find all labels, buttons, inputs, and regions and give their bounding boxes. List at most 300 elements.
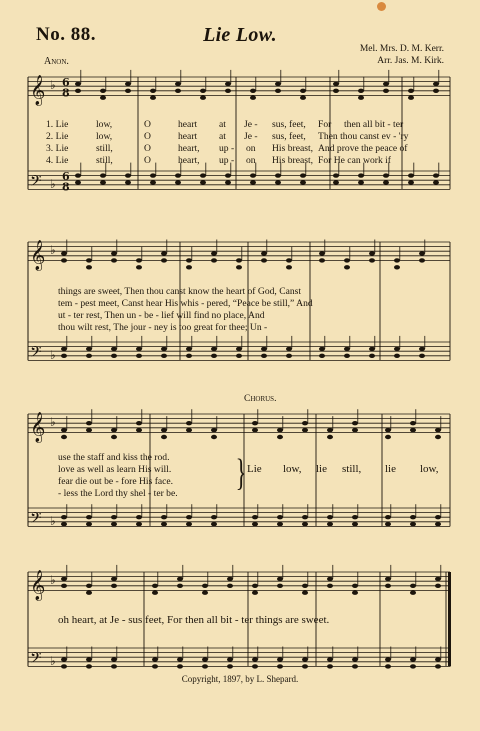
notehead — [286, 354, 292, 358]
notehead — [86, 354, 92, 358]
notehead — [111, 435, 117, 439]
lyric-word: Then thou canst ev - 'ry — [318, 131, 409, 142]
flat-sign-icon: ♭ — [50, 176, 56, 191]
lyric-word: heart — [178, 119, 198, 130]
notehead — [136, 515, 142, 519]
notehead — [433, 89, 439, 93]
notehead — [319, 347, 325, 351]
notehead — [211, 347, 217, 351]
lyric-word: sus, feet, — [272, 119, 306, 130]
notehead — [200, 89, 206, 93]
notehead — [186, 258, 192, 262]
notehead — [75, 180, 81, 184]
notehead — [286, 265, 292, 269]
notehead — [277, 664, 283, 668]
notehead — [86, 657, 92, 661]
notehead — [410, 421, 416, 425]
notehead — [177, 584, 183, 588]
notehead — [61, 522, 67, 526]
notehead — [186, 515, 192, 519]
notehead — [100, 180, 106, 184]
notehead — [61, 251, 67, 255]
lyric-word: Je - — [244, 119, 258, 130]
flat-sign-icon: ♭ — [50, 415, 56, 430]
lyric-word: at — [219, 131, 226, 142]
treble-clef-icon: 𝄞 — [30, 570, 46, 601]
lyric-word: O — [144, 131, 151, 142]
lyric-word: then all bit - ter — [344, 119, 404, 130]
lyric-word: O — [144, 119, 151, 130]
notehead — [383, 89, 389, 93]
notehead — [61, 347, 67, 351]
notehead — [150, 89, 156, 93]
notehead — [86, 515, 92, 519]
lyric-word: up - — [219, 155, 235, 166]
notehead — [125, 180, 131, 184]
notehead — [327, 577, 333, 581]
notehead — [211, 428, 217, 432]
notehead — [61, 354, 67, 358]
notehead — [352, 591, 358, 595]
notehead — [252, 591, 258, 595]
notehead — [333, 173, 339, 177]
notehead — [161, 258, 167, 262]
notehead — [433, 82, 439, 86]
notehead — [277, 584, 283, 588]
verse-3-line-2: ut - ter rest, Then un - be - lief will find no place, And — [58, 310, 265, 321]
chorus-line-final: oh heart, at Je - sus feet, For then all bit - ter things are sweet. — [58, 614, 330, 626]
notehead — [186, 522, 192, 526]
lyric-word: 2. Lie — [46, 131, 69, 142]
notehead — [383, 82, 389, 86]
notehead — [277, 428, 283, 432]
notehead — [136, 421, 142, 425]
notehead — [358, 173, 364, 177]
notehead — [250, 180, 256, 184]
notehead — [369, 347, 375, 351]
melody-credit: Mel. Mrs. D. M. Kerr. — [359, 44, 444, 54]
notehead — [152, 584, 158, 588]
notehead — [261, 347, 267, 351]
notehead — [435, 435, 441, 439]
verse-3-line-3: fear die out be - fore His face. — [58, 476, 174, 487]
notehead — [369, 251, 375, 255]
notehead — [175, 180, 181, 184]
hymn-number: No. 88. — [36, 24, 96, 45]
notehead — [86, 347, 92, 351]
lyric-word: 4. Lie — [46, 155, 69, 166]
notehead — [302, 428, 308, 432]
notehead — [125, 82, 131, 86]
lyric-word: 3. Lie — [46, 143, 69, 154]
notehead — [86, 428, 92, 432]
notehead — [319, 251, 325, 255]
notehead — [211, 515, 217, 519]
lyric-word: sus, feet, — [272, 131, 306, 142]
notehead — [261, 251, 267, 255]
treble-clef-icon: 𝄞 — [30, 240, 46, 271]
notehead — [385, 435, 391, 439]
notehead — [186, 347, 192, 351]
final-bar-thick — [448, 572, 451, 666]
notehead — [327, 515, 333, 519]
notehead — [200, 180, 206, 184]
notehead — [136, 522, 142, 526]
notehead — [300, 173, 306, 177]
notehead — [261, 354, 267, 358]
verse-1-line-3: use the staff and kiss the rod. — [58, 452, 170, 463]
notehead — [435, 515, 441, 519]
notehead — [275, 82, 281, 86]
notehead — [227, 664, 233, 668]
notehead — [152, 664, 158, 668]
flat-sign-icon: ♭ — [50, 573, 56, 588]
notehead — [211, 251, 217, 255]
chorus-word: low, — [283, 463, 302, 475]
notehead — [161, 522, 167, 526]
notehead — [111, 354, 117, 358]
notehead — [236, 354, 242, 358]
notehead — [227, 657, 233, 661]
notehead — [435, 522, 441, 526]
notehead — [358, 96, 364, 100]
notehead — [252, 664, 258, 668]
notehead — [86, 522, 92, 526]
lyric-word: 1. Lie — [46, 119, 69, 130]
notehead — [175, 82, 181, 86]
notehead — [111, 347, 117, 351]
notehead — [61, 584, 67, 588]
lyric-word: still, — [96, 143, 113, 154]
lyric-word: For He can work if — [318, 155, 391, 166]
notehead — [327, 664, 333, 668]
notehead — [394, 265, 400, 269]
notehead — [150, 173, 156, 177]
notehead — [419, 251, 425, 255]
notehead — [202, 591, 208, 595]
notehead — [86, 591, 92, 595]
notehead — [344, 265, 350, 269]
lyric-word: heart, — [178, 155, 200, 166]
notehead — [383, 180, 389, 184]
notehead — [410, 591, 416, 595]
lyric-word: His breast, — [272, 143, 314, 154]
notehead — [435, 577, 441, 581]
chorus-word: lie — [316, 463, 327, 475]
notehead — [111, 258, 117, 262]
notehead — [186, 265, 192, 269]
chorus-word: still, — [342, 463, 362, 475]
flat-sign-icon: ♭ — [50, 347, 56, 362]
notehead — [275, 180, 281, 184]
notehead — [152, 657, 158, 661]
notehead — [286, 347, 292, 351]
notehead — [302, 591, 308, 595]
notehead — [250, 89, 256, 93]
notehead — [302, 657, 308, 661]
notehead — [211, 522, 217, 526]
notehead — [408, 173, 414, 177]
notehead — [86, 421, 92, 425]
notehead — [385, 664, 391, 668]
notehead — [319, 258, 325, 262]
notehead — [352, 428, 358, 432]
bass-clef-icon: 𝄢 — [30, 509, 42, 531]
notehead — [161, 435, 167, 439]
notehead — [261, 258, 267, 262]
lyric-word: And prove the peace of — [318, 143, 408, 154]
notehead — [136, 347, 142, 351]
notehead — [202, 664, 208, 668]
notehead — [61, 515, 67, 519]
notehead — [327, 428, 333, 432]
notehead — [410, 664, 416, 668]
notehead — [152, 591, 158, 595]
notehead — [433, 173, 439, 177]
notehead — [161, 251, 167, 255]
notehead — [419, 258, 425, 262]
notehead — [333, 180, 339, 184]
notehead — [302, 664, 308, 668]
notehead — [211, 354, 217, 358]
lyric-word: Je - — [244, 131, 258, 142]
notehead — [186, 421, 192, 425]
notehead — [358, 89, 364, 93]
notehead — [277, 522, 283, 526]
notehead — [302, 522, 308, 526]
bass-clef-icon: 𝄢 — [30, 649, 42, 671]
notehead — [236, 347, 242, 351]
notehead — [100, 89, 106, 93]
lyric-word: still, — [96, 155, 113, 166]
notehead — [300, 89, 306, 93]
notehead — [352, 664, 358, 668]
notehead — [435, 664, 441, 668]
notehead — [352, 522, 358, 526]
lyric-word: up - — [219, 143, 235, 154]
lyric-word: on — [246, 143, 256, 154]
notehead — [252, 421, 258, 425]
notehead — [161, 428, 167, 432]
time-signature-top: 6 — [62, 170, 70, 184]
notehead — [277, 577, 283, 581]
notehead — [333, 82, 339, 86]
notehead — [277, 657, 283, 661]
notehead — [100, 173, 106, 177]
notehead — [111, 657, 117, 661]
chorus-word: Lie — [247, 463, 262, 475]
notehead — [408, 89, 414, 93]
notehead — [410, 657, 416, 661]
notehead — [250, 173, 256, 177]
time-signature-bottom: 8 — [62, 86, 70, 100]
notehead — [211, 258, 217, 262]
notehead — [344, 258, 350, 262]
notehead — [150, 180, 156, 184]
notehead — [236, 258, 242, 262]
notehead — [385, 428, 391, 432]
notehead — [352, 584, 358, 588]
notehead — [394, 354, 400, 358]
copyright-notice: Copyright, 1897, by L. Shepard. — [181, 674, 299, 684]
notehead — [236, 265, 242, 269]
notehead — [344, 347, 350, 351]
lyric-word: heart, — [178, 143, 200, 154]
notehead — [352, 657, 358, 661]
notehead — [202, 584, 208, 588]
author-credit: Anon. — [44, 56, 69, 67]
lyric-word: O — [144, 155, 151, 166]
notehead — [327, 435, 333, 439]
notehead — [177, 657, 183, 661]
verse-4-line-3: - less the Lord thy shel - ter be. — [58, 488, 178, 499]
notehead — [410, 584, 416, 588]
notehead — [302, 421, 308, 425]
notehead — [111, 428, 117, 432]
notehead — [300, 96, 306, 100]
notehead — [225, 89, 231, 93]
notehead — [385, 515, 391, 519]
verse-4-line-2: thou wilt rest, The jour - ney is too great for thee; Un - — [58, 322, 268, 333]
notehead — [419, 354, 425, 358]
notehead — [252, 522, 258, 526]
notehead — [369, 354, 375, 358]
notehead — [385, 577, 391, 581]
notehead — [275, 173, 281, 177]
bass-clef-icon: 𝄢 — [30, 343, 42, 365]
notehead — [161, 515, 167, 519]
notehead — [408, 180, 414, 184]
bass-clef-icon: 𝄢 — [30, 172, 42, 194]
notehead — [136, 258, 142, 262]
notehead — [300, 180, 306, 184]
notehead — [111, 515, 117, 519]
time-signature-bottom: 8 — [62, 180, 70, 194]
chorus-label: Chorus. — [244, 394, 277, 404]
notehead — [358, 180, 364, 184]
notehead — [435, 428, 441, 432]
notehead — [175, 173, 181, 177]
notehead — [277, 515, 283, 519]
notehead — [385, 657, 391, 661]
notehead — [252, 428, 258, 432]
notehead — [225, 180, 231, 184]
notehead — [286, 258, 292, 262]
notehead — [394, 347, 400, 351]
notehead — [227, 584, 233, 588]
notehead — [61, 435, 67, 439]
notehead — [177, 664, 183, 668]
notehead — [86, 584, 92, 588]
notehead — [75, 173, 81, 177]
notehead — [177, 577, 183, 581]
notehead — [161, 354, 167, 358]
verse-1-line-2: things are sweet, Then thou canst know the heart of God, Canst — [58, 286, 302, 297]
notehead — [383, 173, 389, 177]
notehead — [252, 584, 258, 588]
notehead — [111, 251, 117, 255]
notehead — [435, 584, 441, 588]
flat-sign-icon: ♭ — [50, 78, 56, 93]
notehead — [136, 428, 142, 432]
notehead — [111, 577, 117, 581]
notehead — [136, 354, 142, 358]
notehead — [433, 180, 439, 184]
notehead — [327, 522, 333, 526]
notehead — [410, 522, 416, 526]
notehead — [61, 577, 67, 581]
notehead — [352, 421, 358, 425]
notehead — [61, 657, 67, 661]
lyric-word: O — [144, 143, 151, 154]
notehead — [319, 354, 325, 358]
notehead — [385, 584, 391, 588]
notehead — [200, 173, 206, 177]
flat-sign-icon: ♭ — [50, 243, 56, 258]
notehead — [327, 657, 333, 661]
arranger-credit: Arr. Jas. M. Kirk. — [377, 56, 444, 66]
notehead — [302, 515, 308, 519]
flat-sign-icon: ♭ — [50, 513, 56, 528]
verse-2-line-3: love as well as learn His will. — [58, 464, 172, 475]
verse-brace: } — [235, 452, 247, 494]
notehead — [394, 258, 400, 262]
notehead — [150, 96, 156, 100]
notehead — [327, 584, 333, 588]
notehead — [125, 173, 131, 177]
chorus-word: lie — [385, 463, 396, 475]
notehead — [344, 354, 350, 358]
hymn-title: Lie Low. — [203, 24, 277, 46]
lyric-word: low, — [96, 131, 113, 142]
notehead — [227, 577, 233, 581]
notehead — [86, 258, 92, 262]
notehead — [186, 428, 192, 432]
notehead — [252, 515, 258, 519]
notehead — [86, 265, 92, 269]
notehead — [61, 258, 67, 262]
notehead — [75, 82, 81, 86]
notehead — [100, 96, 106, 100]
lyric-word: low, — [96, 119, 113, 130]
notehead — [111, 664, 117, 668]
notehead — [252, 657, 258, 661]
notehead — [275, 89, 281, 93]
lyric-word: For — [318, 119, 332, 130]
lyric-word: heart — [178, 131, 198, 142]
notehead — [302, 584, 308, 588]
notehead — [385, 522, 391, 526]
notehead — [369, 258, 375, 262]
notehead — [211, 435, 217, 439]
flat-sign-icon: ♭ — [50, 653, 56, 668]
notehead — [161, 347, 167, 351]
time-signature-top: 6 — [62, 76, 70, 90]
notehead — [419, 347, 425, 351]
treble-clef-icon: 𝄞 — [30, 75, 46, 106]
notehead — [225, 173, 231, 177]
verse-2-line-2: tem - pest meet, Canst hear His whis - pered, “Peace be still,” And — [58, 298, 313, 309]
notehead — [250, 96, 256, 100]
lyric-word: on — [246, 155, 256, 166]
notehead — [61, 664, 67, 668]
notehead — [410, 428, 416, 432]
notehead — [61, 428, 67, 432]
notehead — [225, 82, 231, 86]
notehead — [125, 89, 131, 93]
notehead — [175, 89, 181, 93]
notehead — [75, 89, 81, 93]
